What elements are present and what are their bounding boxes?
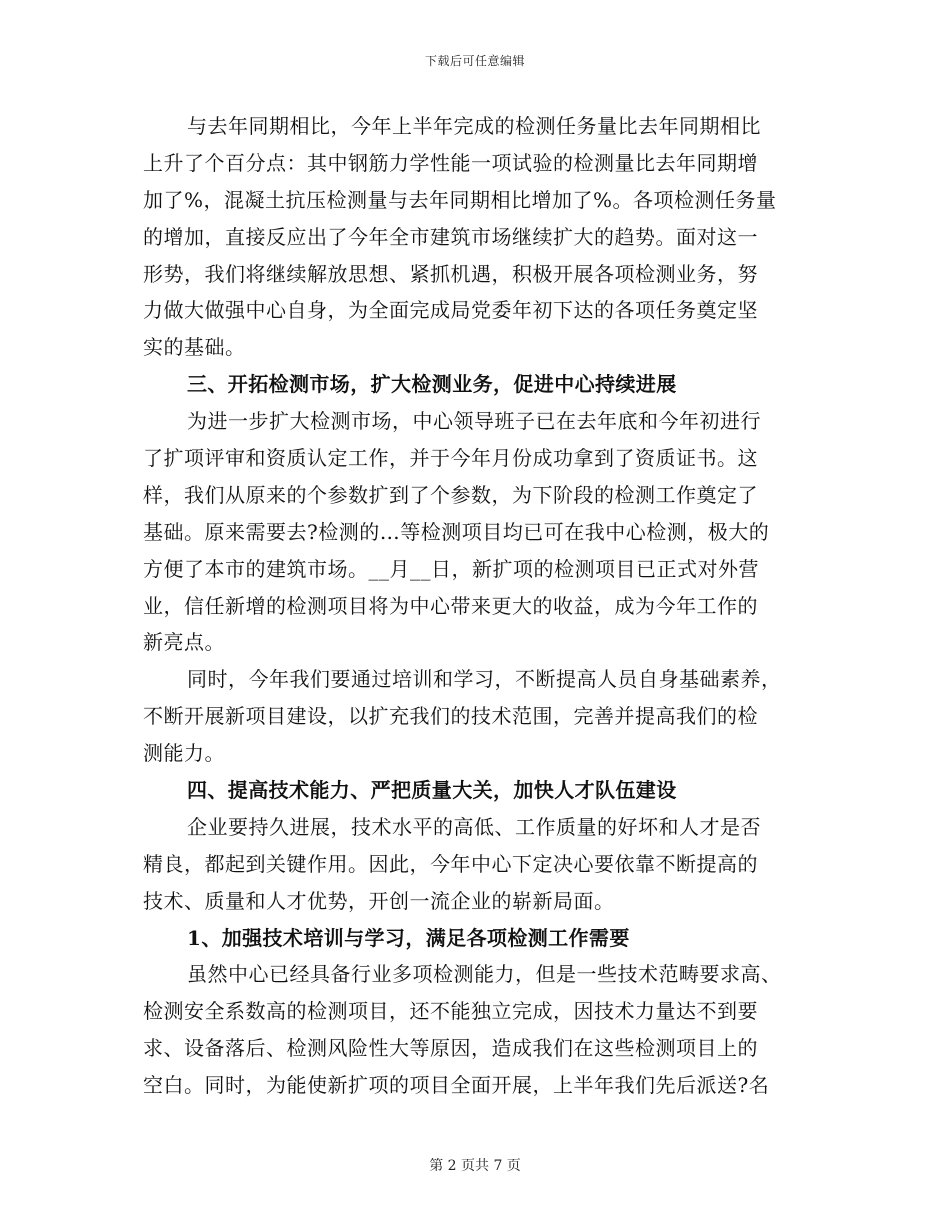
text-line: 形势，我们将继续解放思想、紧抓机遇，积极开展各项检测业务，努 bbox=[143, 261, 758, 286]
page-header: 下载后可任意编辑 bbox=[424, 54, 525, 68]
text-line: 与去年同期相比，今年上半年完成的检测任务量比去年同期相比 bbox=[187, 114, 761, 138]
text-line: 样，我们从原来的个参数扩到了个参数，为下阶段的检测工作奠定了 bbox=[143, 482, 758, 507]
text-line: 虽然中心已经具备行业多项检测能力，但是一些技术范畴要求高、 bbox=[187, 962, 782, 987]
text-line: 为进一步扩大检测市场，中心领导班子已在去年底和今年初进行 bbox=[187, 409, 761, 434]
text-line: 力做大做强中心自身，为全面完成局党委年初下达的各项任务奠定坚 bbox=[143, 298, 758, 323]
section-heading: 1、加强技术培训与学习，满足各项检测工作需要 bbox=[187, 925, 630, 950]
section-heading: 四、提高技术能力、严把质量大关，加快人才队伍建设 bbox=[187, 778, 677, 803]
document-body bbox=[143, 108, 807, 1104]
text-line: 业，信任新增的检测项目将为中心带来更大的收益，成为今年工作的 bbox=[143, 593, 758, 618]
text-line: 不断开展新项目建设，以扩充我们的技术范围，完善并提高我们的检 bbox=[143, 704, 758, 729]
text-line: 加了%，混凝土抗压检测量与去年同期相比增加了%。各项检测任务量 bbox=[143, 187, 777, 212]
text-line: 求、设备落后、检测风险性大等原因，造成我们在这些检测项目上的 bbox=[143, 1036, 758, 1061]
text-line: 企业要持久进展，技术水平的高低、工作质量的好坏和人才是否 bbox=[187, 814, 761, 839]
text-line: 技术、质量和人才优势，开创一流企业的崭新局面。 bbox=[143, 888, 615, 913]
text-line: 实的基础。 bbox=[143, 335, 246, 360]
text-line: 检测安全系数高的检测项目，还不能独立完成，因技术力量达不到要 bbox=[143, 999, 758, 1024]
text-line: 同时，今年我们要通过培训和学习，不断提高人员自身基础素养， bbox=[187, 667, 782, 692]
text-line: 了扩项评审和资质认定工作，并于今年月份成功拿到了资质证书。这 bbox=[143, 446, 758, 471]
text-line: 空白。同时，为能使新扩项的项目全面开展，上半年我们先后派送?名 bbox=[143, 1073, 770, 1098]
text-line: 测能力。 bbox=[143, 741, 225, 766]
text-line: 精良，都起到关键作用。因此，今年中心下定决心要依靠不断提高的 bbox=[143, 851, 758, 876]
text-line: 基础。原来需要去?检测的…等检测项目均已可在我中心检测，极大的 bbox=[143, 519, 770, 544]
text-line: 新亮点。 bbox=[143, 630, 225, 655]
page-footer: 第 2 页共 7 页 bbox=[429, 1158, 521, 1174]
text-line: 方便了本市的建筑市场。__月__日，新扩项的检测项目已正式对外营 bbox=[143, 556, 759, 581]
section-heading: 三、开拓检测市场，扩大检测业务，促进中心持续进展 bbox=[187, 372, 677, 397]
text-line: 上升了个百分点：其中钢筋力学性能一项试验的检测量比去年同期增 bbox=[143, 150, 758, 175]
text-line: 的增加，直接反应出了今年全市建筑市场继续扩大的趋势。面对这一 bbox=[143, 224, 758, 249]
